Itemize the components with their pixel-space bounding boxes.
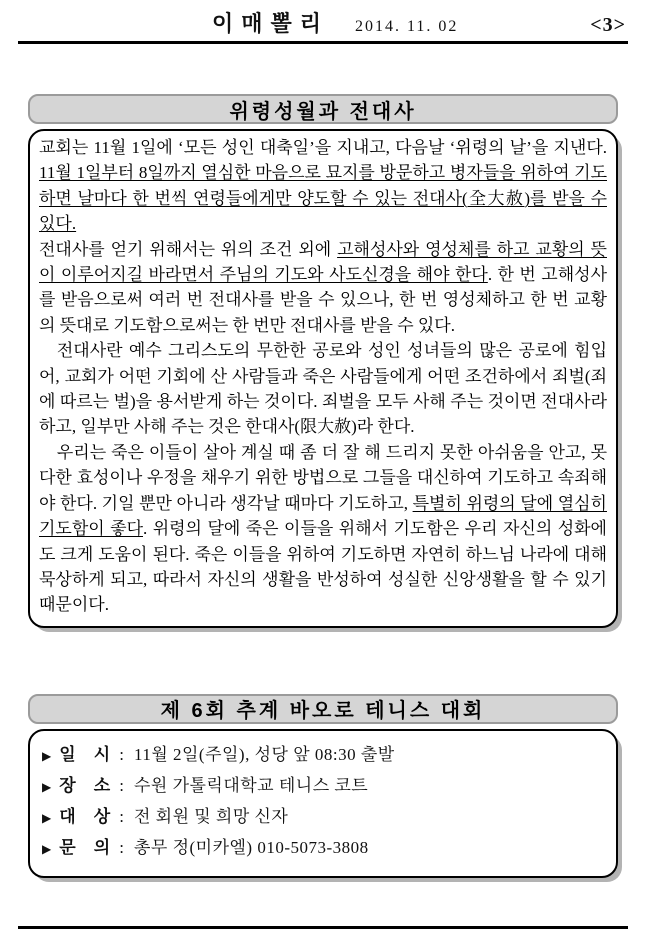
row-label-char: 의 xyxy=(93,837,111,857)
tennis-info-row xyxy=(42,740,604,771)
article-section xyxy=(28,94,618,628)
row-colon: : xyxy=(119,775,124,795)
triangle-bullet-icon: ▶ xyxy=(42,810,52,825)
footer-rule xyxy=(18,926,628,929)
underlined-text: 특별히 위령의 달에 열심히 기도함이 좋다 xyxy=(39,493,607,539)
row-label-char: 문 xyxy=(59,837,76,857)
article-body xyxy=(28,129,618,628)
row-value: 총무 정(미카엘) 010-5073-3808 xyxy=(133,837,369,857)
row-label-char: 일 xyxy=(59,744,76,764)
article-title: 위령성월과 전대사 xyxy=(229,100,417,123)
body-text: . 한 번 고해성사를 받음으로써 여러 번 전대사를 받을 수 있으나, 한 번 영성체하고 한 번 교황의 뜻대로 기도함으로써는 한 번만 전대사를 받을 수 있다. xyxy=(39,265,607,335)
paragraph xyxy=(39,135,607,237)
body-text: 우리는 죽은 이들이 살아 계실 때 좀 더 잘 해 드리지 못한 아쉬움을 안고, 못다한 효성이나 우정을 채우기 위한 방법으로 그들을 대신하여 기도하고 속죄해야 한다. 기일 뿐만 아니라 생각날 때마다 기도하고, xyxy=(39,442,607,513)
tennis-info-row xyxy=(42,771,604,802)
triangle-bullet-icon: ▶ xyxy=(42,748,52,763)
underlined-text: 고해성사와 영성체를 하고 교황의 뜻이 이루어지길 바라면서 주님의 기도와 사도신경을 해야 한다 xyxy=(39,239,607,285)
paragraph xyxy=(39,338,607,440)
body-text: . 위령의 달에 죽은 이들을 위해서 기도함은 우리 자신의 성화에도 크게 도움이 된다. 죽은 이들을 위하여 기도하면 자연히 하느님 나라에 대해 묵상하게 되고, 따라서 자신의 생활을 반성하여 성실한 신앙생활을 할 수 있기 때문이다. xyxy=(39,519,607,615)
body-text: 교회는 11월 1일에 ‘모든 성인 대축일’을 지내고, 다음날 ‘위령의 날’을 지낸다. xyxy=(39,138,607,157)
row-colon: : xyxy=(119,837,124,857)
row-label xyxy=(59,771,110,800)
triangle-bullet-icon: ▶ xyxy=(42,779,52,794)
row-value: 전 회원 및 희망 신자 xyxy=(133,806,289,826)
row-label-char: 장 xyxy=(59,775,76,795)
body-text: 전대사란 예수 그리스도의 무한한 공로와 성인 성녀들의 많은 공로에 힘입어, 교회가 어떤 기회에 산 사람들과 죽은 사람들에게 어떤 조건하에서 죄벌(죄에 따르는 벌)을 용서받게 하는 것이다. 죄벌을 모두 사해 주는 것이면 전대사라 하고, 일부만 사해 주는 것은 한대사(限大赦)라 한다. xyxy=(39,341,607,437)
article-title-bar xyxy=(28,94,618,124)
row-label-char: 시 xyxy=(93,744,111,764)
row-colon: : xyxy=(119,744,124,764)
row-label-char: 대 xyxy=(59,806,76,826)
page-header xyxy=(18,0,628,44)
underlined-text: 11월 1일부터 8일까지 열심한 마음으로 묘지를 방문하고 병자들을 위하여 기도하면 날마다 한 번씩 연령들에게만 양도할 수 있는 전대사(全大赦)를 받을 수 있다. xyxy=(39,163,607,234)
row-label xyxy=(59,833,110,862)
tennis-info-row xyxy=(42,833,604,864)
tennis-list xyxy=(28,729,618,878)
tennis-title: 제 6회 추계 바오로 테니스 대회 xyxy=(160,700,486,723)
tennis-info-row xyxy=(42,802,604,833)
page-number: <3> xyxy=(590,14,626,36)
paragraph xyxy=(39,440,607,618)
bulletin-title: 이매뽈리 xyxy=(212,11,330,36)
tennis-section xyxy=(28,694,618,878)
paragraph xyxy=(39,237,607,339)
row-label xyxy=(59,740,110,769)
triangle-bullet-icon: ▶ xyxy=(42,841,52,856)
row-label xyxy=(59,802,110,831)
row-value: 수원 가톨릭대학교 테니스 코트 xyxy=(133,775,369,795)
tennis-title-bar xyxy=(28,694,618,724)
row-colon: : xyxy=(119,806,124,826)
row-label-char: 소 xyxy=(93,775,111,795)
row-label-char: 상 xyxy=(93,806,111,826)
row-value: 11월 2일(주일), 성당 앞 08:30 출발 xyxy=(133,744,395,764)
issue-date: 2014. 11. 02 xyxy=(355,18,459,35)
body-text: 전대사를 얻기 위해서는 위의 조건 외에 xyxy=(39,239,338,259)
